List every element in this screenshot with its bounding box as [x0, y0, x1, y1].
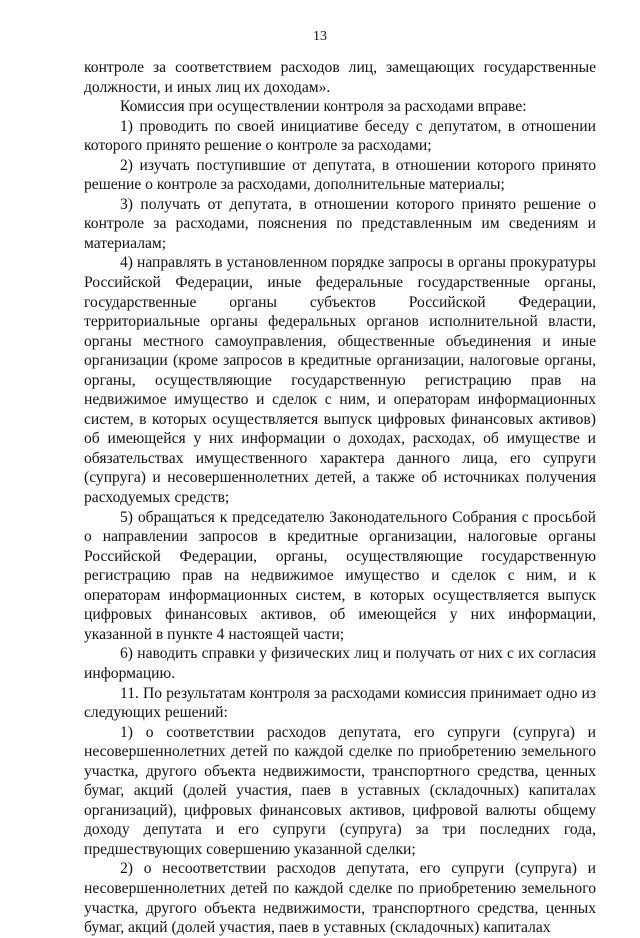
- page-number: 13: [313, 29, 327, 44]
- paragraph-item-6: 6) наводить справки у физических лиц и получать от них с их согласия информацию.: [84, 645, 596, 682]
- paragraph-decision-2: 2) о несоответствии расходов депутата, его супруги (супруга) и несовершеннолетних детей по каждой сделке по приобретению земельного участка, другого объекта недвижимости, транспортного средства, ценных бумаг, акций (долей участия, паев в уставных (складочных) капиталах: [84, 860, 596, 937]
- paragraph-item-2: 2) изучать поступившие от депутата, в отношении которого принято решение о контроле за расходами, дополнительные материалы;: [84, 156, 596, 194]
- body-text: [84, 58, 596, 938]
- paragraph-item-5: 5) обращаться к председателю Законодательного Собрания с просьбой о направлении запросов в кредитные организации, налоговые органы Российской Федерации, органы, осуществляющие государственную регистрацию прав на недвижимое имущество и сделок с ним, и к операторам информационных систем, в которых осуществляется выпуск цифровых финансовых активов, об имеющейся у них информации, указанной в пункте 4 настоящей части;: [84, 508, 596, 643]
- paragraph-decision-1: 1) о соответствии расходов депутата, его супруги (супруга) и несовершеннолетних детей по каждой сделке по приобретению земельного участка, другого объекта недвижимости, транспортного средства, ценных бумаг, акций (долей участия, паев в уставных (складочных) капиталах организаций), цифровых финансовых активов, цифровой валюты общему доходу депутата и его супруги (супруга) за три последних года, предшествующих совершению указанной сделки;: [84, 723, 596, 858]
- paragraph-continuation: контроле за соответствием расходов лиц, замещающих государственные должности, и иных лиц их доходам».: [84, 59, 596, 96]
- paragraph-commission-rights: Комиссия при осуществлении контроля за расходами вправе:: [120, 98, 527, 116]
- paragraph-section-11: 11. По результатам контроля за расходами комиссия принимает одно из следующих решений:: [84, 684, 596, 722]
- paragraph-item-3: 3) получать от депутата, в отношении которого принято решение о контроле за расходами, пояснения по представленным им сведениям и материалам;: [84, 195, 596, 252]
- paragraph-item-1: 1) проводить по своей инициативе беседу с депутатом, в отношении которого принято решение о контроле за расходами;: [84, 117, 596, 155]
- paragraph-item-4: 4) направлять в установленном порядке запросы в органы прокуратуры Российской Федерации, иные федеральные государственные органы, государственные органы субъектов Российской Федерации, территориальные органы федеральных органов исполнительной власти, органы местного самоуправления, общественные объединения и иные организации (кроме запросов в кредитные организации, налоговые органы, органы, осуществляющие государственную регистрацию прав на недвижимое имущество и сделок с ним, и операторам информационных систем, в которых осуществляется выпуск цифровых финансовых активов) об имеющейся у них информации о доходах, расходах, об имуществе и обязательствах имущественного характера данного лица, его супруги (супруга) и несовершеннолетних детей, а также об источниках получения расходуемых средств;: [84, 254, 596, 507]
